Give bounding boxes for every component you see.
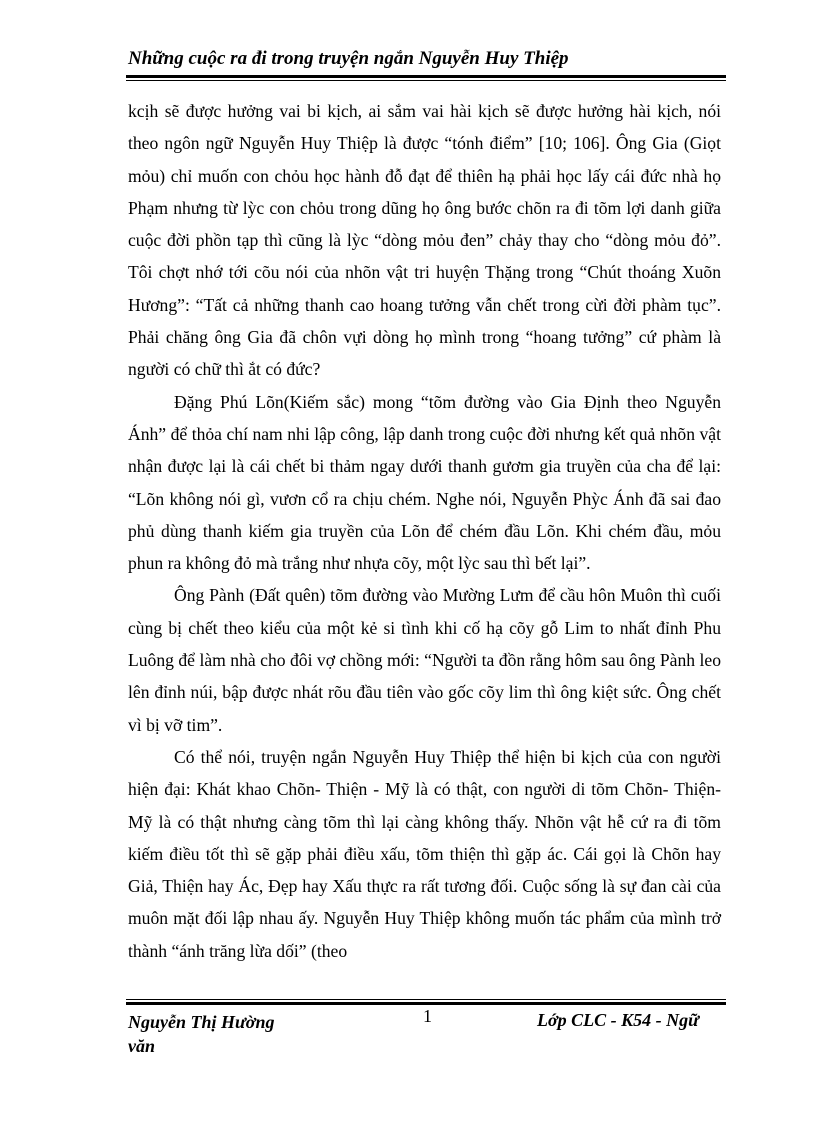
document-body	[128, 95, 721, 967]
paragraph-1: kcịh sẽ được hưởng vai bi kịch, ai sắm vai hài kịch sẽ được hưởng hài kịch, nói theo ngôn ngữ Nguyễn Huy Thiệp là được “tónh điểm” [10; 106]. Ông Gia (Giọt mỏu) chỉ muốn con chỏu học hành đỗ đạt để thiên hạ phải học lấy cái đức nhà họ Phạm nhưng từ lỳc con chỏu trong dũng họ ông bước chõn ra đi tõm lợi danh giữa cuộc đời phồn tạp thì cũng là lỳc “dòng mỏu đen” chảy thay cho “dòng mỏu đỏ”. Tôi chợt nhớ tới cõu nói của nhõn vật tri huyện Thặng trong “Chút thoáng Xuõn Hương”: “Tất cả những thanh cao hoang tưởng vẫn chết trong cừi đời phàm tục”. Phải chăng ông Gia đã chôn vựi dòng họ mình trong “hoang tưởng” cứ phàm là người có chữ thì ắt có đức?	[128, 101, 721, 380]
page-header-title: Những cuộc ra đi trong truyện ngắn Nguyễn Huy Thiệp	[128, 48, 569, 69]
paragraph-3: Ông Pành (Đất quên) tõm đường vào Mường Lưm để cầu hôn Muôn thì cuối cùng bị chết theo kiểu của một kẻ si tình khi cố hạ cõy gỗ Lim to nhất đỉnh Phu Luông để làm nhà cho đôi vợ chồng mới: “Người ta đồn rằng hôm sau ông Pành leo lên đỉnh núi, bập được nhát rõu đầu tiên vào gốc cõy lim thì ông kiệt sức. Ông chết vì bị vỡ tim”.	[128, 585, 721, 735]
footer-author-name: Nguyễn Thị Hường	[128, 1012, 275, 1032]
paragraph-2: Đặng Phú Lõn(Kiếm sắc) mong “tõm đường vào Gia Định theo Nguyễn Ánh” để thỏa chí nam nhi lập công, lập danh trong cuộc đời nhưng kết quả nhõn vật nhận được lại là cái chết bi thảm ngay dưới thanh gươm gia truyền của cha để lại: “Lõn không nói gì, vươn cổ ra chịu chém. Nghe nói, Nguyễn Phỳc Ánh đã sai đao phủ dùng thanh kiếm gia truyền của Lõn để chém đầu Lõn. Khi chém đầu, mỏu phun ra không đỏ mà trắng như nhựa cõy, một lỳc sau thì bết lại”.	[128, 391, 721, 574]
footer-author-continuation: văn	[128, 1036, 155, 1056]
paragraph-4: Có thể nói, truyện ngắn Nguyễn Huy Thiệp thể hiện bi kịch của con người hiện đại: Khát khao Chõn- Thiện - Mỹ là có thật, con người di tõm Chõn- Thiện- Mỹ là có thật nhưng càng tõm thì lại càng không thấy. Nhõn vật hễ cứ ra đi tõm kiếm điều tốt thì sẽ gặp phải điều xấu, tõm thiện thì gặp ác. Cái gọi là Chõn hay Giả, Thiện hay Ác, Đẹp hay Xấu thực ra rất tương đối. Cuộc sống là sự đan cài của muôn mặt đối lập nhau ấy. Nguyễn Huy Thiệp không muốn tác phẩm của mình trở thành “ánh trăng lừa dối” (theo	[128, 746, 721, 961]
header-rule-thin	[126, 80, 726, 81]
footer-class-label: Lớp CLC - K54 - Ngữ	[537, 1010, 699, 1030]
footer-rule-thin	[126, 999, 726, 1000]
header-rule-thick	[126, 75, 726, 78]
footer-rule-thick	[126, 1002, 726, 1005]
footer-author	[128, 1010, 274, 1058]
footer-page-number: 1	[423, 1006, 432, 1026]
